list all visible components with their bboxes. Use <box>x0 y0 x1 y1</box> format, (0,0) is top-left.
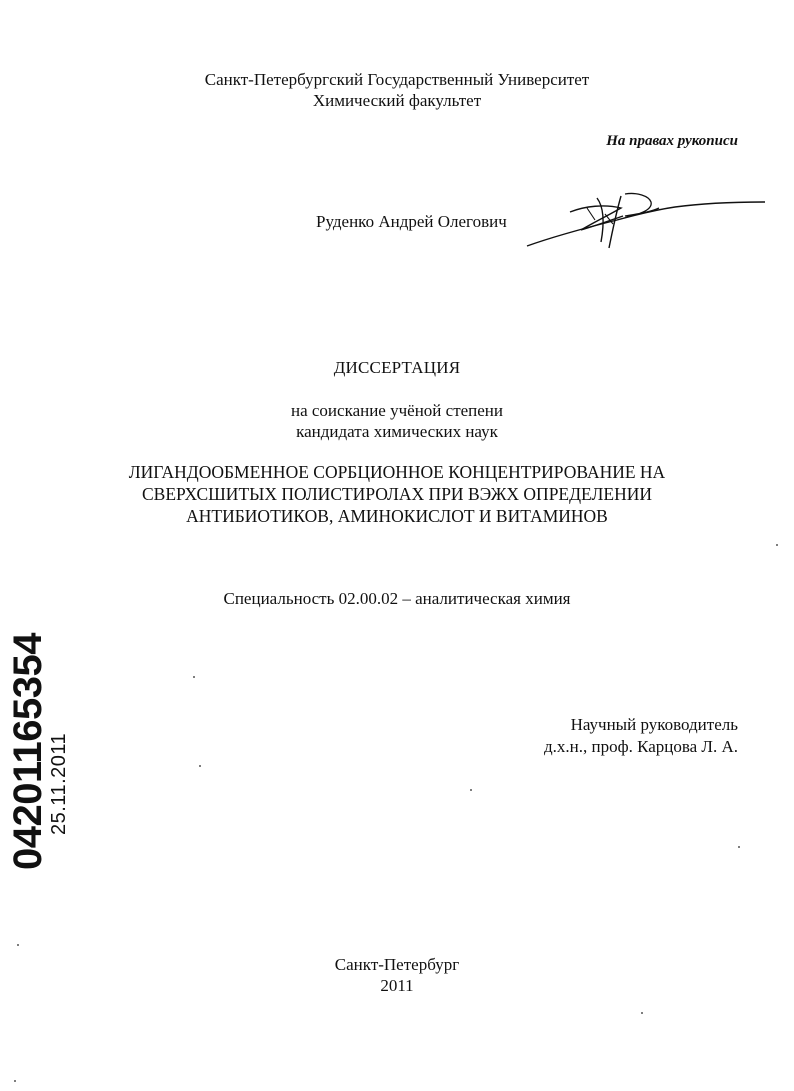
scan-speck <box>193 676 195 678</box>
university-name: Санкт-Петербургский Государственный Университет <box>204 70 590 89</box>
faculty-name: Химический факультет <box>312 91 482 110</box>
scan-speck <box>14 1080 16 1082</box>
scan-speck <box>776 544 778 546</box>
scan-speck <box>641 1012 643 1014</box>
supervisor-label: Научный руководитель <box>570 715 738 734</box>
document-type: ДИССЕРТАЦИЯ <box>333 358 461 377</box>
author-name: Руденко Андрей Олегович <box>316 212 507 231</box>
scan-speck <box>470 789 472 791</box>
scan-speck <box>17 944 19 946</box>
scan-speck <box>738 846 740 848</box>
degree-line-2: кандидата химических наук <box>296 422 498 441</box>
rights-note: На правах рукописи <box>606 133 738 149</box>
degree-line-1: на соискание учёной степени <box>290 401 504 420</box>
specialty: Специальность 02.00.02 – аналитическая химия <box>223 589 571 608</box>
topic-line-1: ЛИГАНДООБМЕННОЕ СОРБЦИОННОЕ КОНЦЕНТРИРОВАНИЕ НА <box>128 462 666 482</box>
footer-city: Санкт-Петербург <box>334 955 460 974</box>
library-stamp-date: 25.11.2011 <box>48 732 70 835</box>
topic-line-2: СВЕРХСШИТЫХ ПОЛИСТИРОЛАХ ПРИ ВЭЖХ ОПРЕДЕЛЕНИИ <box>141 484 652 504</box>
scan-speck <box>199 765 201 767</box>
supervisor-name: д.х.н., проф. Карцова Л. А. <box>543 737 738 756</box>
footer-year: 2011 <box>380 976 414 995</box>
topic-line-3: АНТИБИОТИКОВ, АМИНОКИСЛОТ И ВИТАМИНОВ <box>186 506 608 526</box>
library-stamp-code: 04201165354 <box>6 633 50 870</box>
author-signature <box>525 190 770 252</box>
